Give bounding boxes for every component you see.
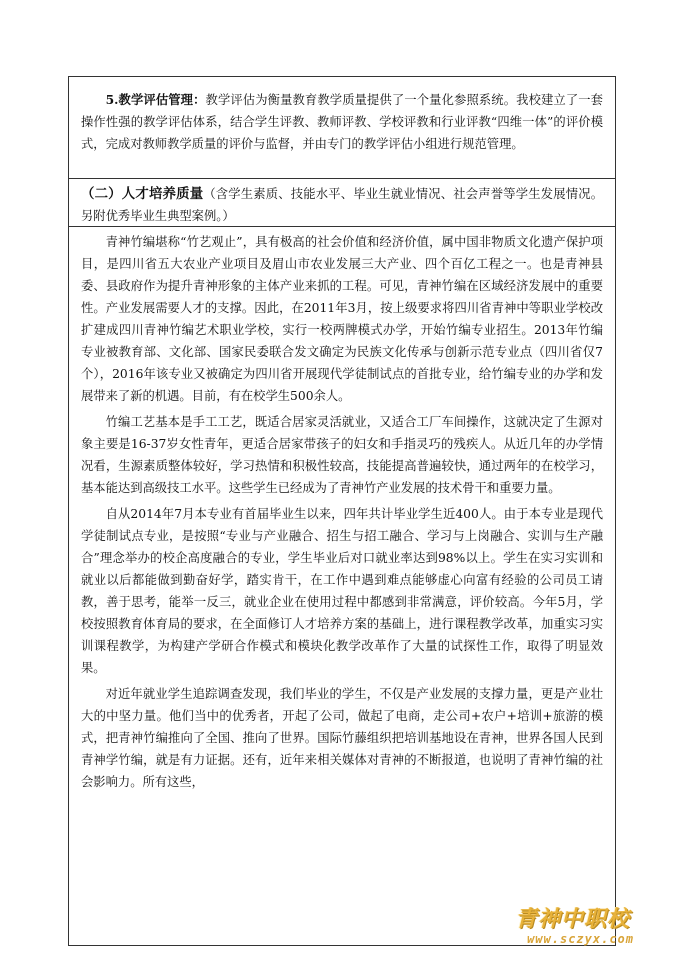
watermark-title: 青神中职校 [514,907,630,932]
school-watermark [498,902,638,954]
body-paragraph-3: 自从2014年7月本专业有首届毕业生以来，四年共计毕业学生近400人。由于本专业是现代学徒制试点专业，是按照“专业与产业融合、招生与招工融合、学习与上岗融合、实训与生产融合”理念举办的校企高度融合的专业，学生毕业后对口就业率达到98%以上。学生在实习实训和就业以后都能做到勤奋好学，踏实肯干，在工作中遇到难点能够虚心向富有经验的公司员工请教，善于思考，能举一反三，就业企业在使用过程中都感到非常满意，评价较高。今年5月，学校按照教育体育局的要求，在全面修订人才培养方案的基础上，进行课程教学改革，加重实习实训课程教学，为构建产学研合作模式和模块化教学改革作了大量的试探性工作，取得了明显效果。 [81,507,603,675]
evaluation-paragraph [81,89,603,155]
section-header-cell [69,179,615,227]
body-paragraph-4: 对近年就业学生追踪调查发现，我们毕业的学生，不仅是产业发展的支撑力量，更是产业壮大的中坚力量。他们当中的优秀者，开起了公司，做起了电商，走公司+农户+培训+旅游的模式，把青神竹编推向了全国、推向了世界。国际竹藤组织把培训基地设在青神，世界各国人民到青神学竹编，就是有力证据。还有，近年来相关媒体对青神的不断报道，也说明了青神竹编的社会影响力。所有这些， [81,687,603,789]
body-paragraph-1: 青神竹编堪称“竹艺观止”，具有极高的社会价值和经济价值，属中国非物质文化遗产保护项目，是四川省五大农业产业项目及眉山市农业发展三大产业、四个百亿工程之一。也是青神县委、县政府作为提升青神形象的主体产业来抓的工程。可见，青神竹编在区域经济发展中的重要性。产业发展需要人才的支撑。因此，在2011年3月，按上级要求将四川省青神中等职业学校改扩建成四川青神竹编艺术职业学校，实行一校两牌模式办学，开始竹编专业招生。2013年竹编专业被教育部、文化部、国家民委联合发文确定为民族文化传承与创新示范专业点（四川省仅7个），2016年该专业又被确定为四川省开展现代学徒制试点的首批专业，给竹编专业的办学和发展带来了新的机遇。目前，有在校学生500余人。 [81,235,603,403]
section-note: （含学生素质、技能水平、毕业生就业情况、社会声誉等学生发展情况。另附优秀毕业生典型案例。） [81,187,603,223]
body-paragraph-2: 竹编工艺基本是手工工艺，既适合居家灵活就业，又适合工厂车间操作，这就决定了生源对象主要是16-37岁女性青年，更适合居家带孩子的妇女和手指灵巧的残疾人。从近几年的办学情况看，生源素质整体较好，学习热情和积极性较高，技能提高普遍较快，通过两年的在校学习，基本能达到高级技工水平。这些学生已经成为了青神竹产业发展的技术骨干和重要力量。 [81,415,603,495]
evaluation-text: 教学评估为衡量教育教学质量提供了一个量化参照系统。我校建立了一套操作性强的教学评估体系，结合学生评教、教师评教、学校评教和行业评教“四维一体”的评价模式，完成对教师教学质量的评价与监督，并由专门的教学评估小组进行规范管理。 [81,93,603,151]
watermark-url: www.sczyx.com [527,932,634,946]
evaluation-cell [69,77,615,179]
evaluation-heading: 5.教学评估管理： [105,92,206,107]
body-cell [69,227,615,945]
section-title: （二）人才培养质量 [81,186,204,202]
report-table [68,76,616,946]
